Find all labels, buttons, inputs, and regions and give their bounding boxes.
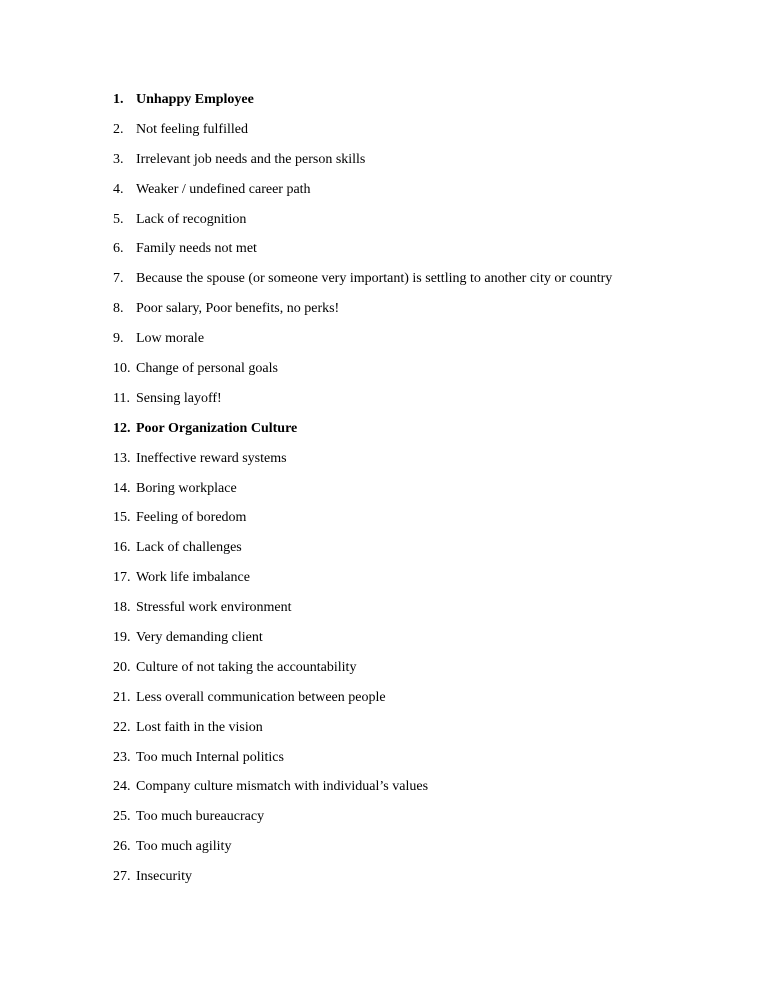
item-number: 26. — [113, 839, 131, 855]
list-item — [113, 867, 733, 897]
item-number: 3. — [113, 151, 124, 167]
item-text: Because the spouse (or someone very important) is settling to another city or country — [136, 271, 613, 287]
item-number: 22. — [113, 719, 131, 735]
list-item — [113, 777, 733, 807]
item-text: Insecurity — [136, 869, 192, 885]
item-number: 18. — [113, 600, 131, 616]
item-text: Culture of not taking the accountability — [136, 659, 357, 675]
item-number: 15. — [113, 510, 131, 526]
item-number: 10. — [113, 361, 131, 377]
list-item — [113, 508, 733, 538]
item-text: Too much agility — [136, 839, 232, 855]
list-item — [113, 718, 733, 748]
list-item — [113, 598, 733, 628]
item-text: Not feeling fulfilled — [136, 121, 248, 137]
list-item — [113, 688, 733, 718]
item-text: Weaker / undefined career path — [136, 181, 311, 197]
item-text: Work life imbalance — [136, 570, 250, 586]
list-item — [113, 748, 733, 778]
item-text: Too much bureaucracy — [136, 809, 265, 825]
item-text: Lost faith in the vision — [136, 719, 263, 735]
item-text: Change of personal goals — [136, 361, 278, 377]
list-item — [113, 807, 733, 837]
item-number: 21. — [113, 689, 131, 705]
item-number: 5. — [113, 211, 124, 227]
list-item — [113, 269, 733, 299]
list-item — [113, 150, 733, 180]
list-item — [113, 628, 733, 658]
item-number: 6. — [113, 241, 124, 257]
item-number: 20. — [113, 659, 131, 675]
item-text: Too much Internal politics — [136, 749, 284, 765]
item-text: Irrelevant job needs and the person skills — [136, 151, 366, 167]
item-number: 23. — [113, 749, 131, 765]
list-item — [113, 329, 733, 359]
item-text: Poor salary, Poor benefits, no perks! — [136, 301, 340, 317]
list-item — [113, 837, 733, 867]
item-number: 25. — [113, 809, 131, 825]
item-text: Stressful work environment — [136, 600, 292, 616]
item-text: Company culture mismatch with individual’s values — [136, 779, 429, 795]
item-number: 8. — [113, 301, 124, 317]
item-text: Poor Organization Culture — [136, 420, 298, 436]
item-number: 17. — [113, 570, 131, 586]
item-number: 11. — [113, 390, 130, 406]
item-number: 24. — [113, 779, 131, 795]
item-number: 14. — [113, 480, 131, 496]
list-item — [113, 449, 733, 479]
item-number: 19. — [113, 630, 131, 646]
numbered-list — [113, 90, 733, 897]
item-text: Feeling of boredom — [136, 510, 247, 526]
item-text: Family needs not met — [136, 241, 257, 257]
item-text: Sensing layoff! — [136, 390, 222, 406]
item-text: Unhappy Employee — [136, 92, 254, 107]
list-item — [113, 210, 733, 240]
list-item — [113, 299, 733, 329]
item-text: Less overall communication between people — [136, 689, 386, 705]
item-number: 16. — [113, 540, 131, 556]
item-number: 2. — [113, 121, 124, 137]
item-text: Boring workplace — [136, 480, 237, 496]
item-text: Ineffective reward systems — [136, 450, 287, 466]
item-text: Lack of challenges — [136, 540, 242, 556]
item-text: Very demanding client — [136, 630, 263, 646]
list-item — [113, 239, 733, 269]
item-number: 4. — [113, 181, 124, 197]
list-item — [113, 658, 733, 688]
item-number: 27. — [113, 869, 131, 885]
list-item — [113, 538, 733, 568]
item-text: Lack of recognition — [136, 211, 247, 227]
list-item — [113, 568, 733, 598]
list-item — [113, 120, 733, 150]
item-number: 13. — [113, 450, 131, 466]
item-text: Low morale — [136, 331, 205, 347]
list-item — [113, 180, 733, 210]
item-number: 12. — [113, 420, 131, 436]
item-number: 9. — [113, 331, 124, 347]
item-number: 1. — [113, 92, 124, 107]
list-item — [113, 359, 733, 389]
item-number: 7. — [113, 271, 124, 287]
list-item — [113, 479, 733, 509]
section-heading — [113, 419, 733, 449]
section-heading — [113, 90, 733, 120]
list-item — [113, 389, 733, 419]
